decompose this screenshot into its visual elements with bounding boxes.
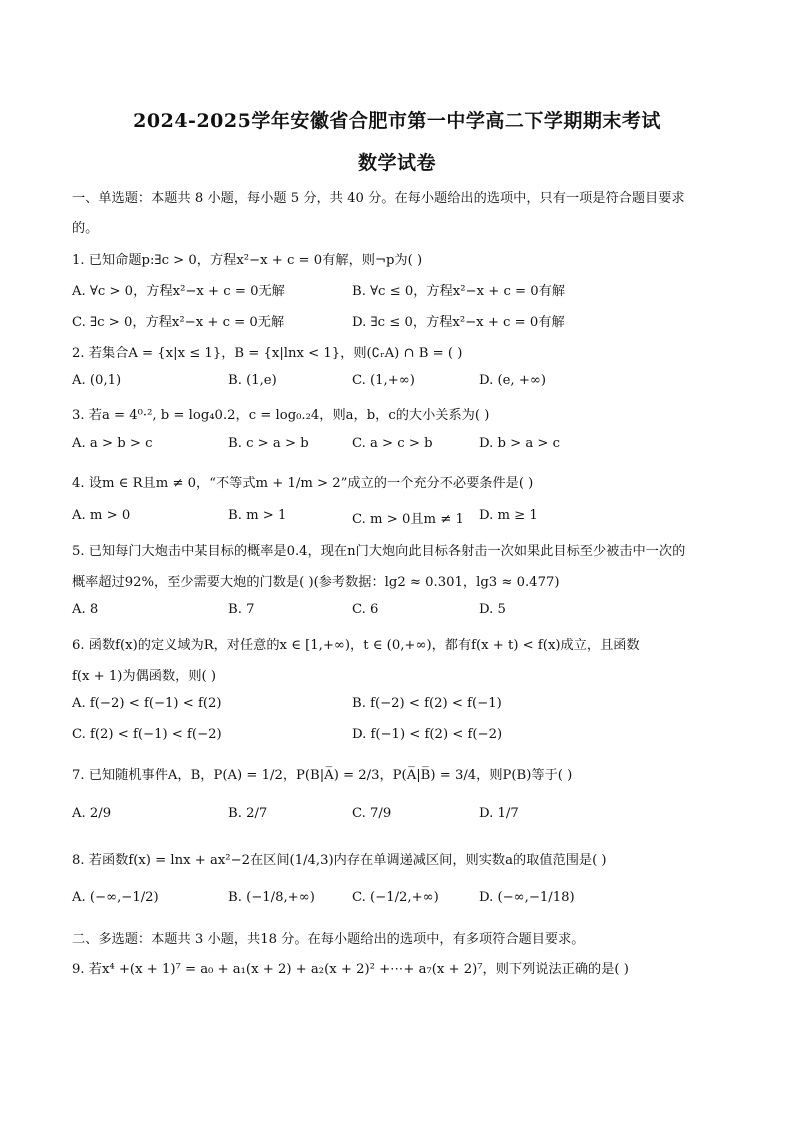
q6-option-b: B. f(−2) < f(2) < f(−1)	[352, 696, 502, 711]
question-1-stem: 1. 已知命题p:∃c > 0，方程x²−x + c = 0有解，则¬p为( )	[72, 253, 423, 268]
q1-option-a: A. ∀c > 0，方程x²−x + c = 0无解	[72, 284, 285, 299]
question-4-stem: 4. 设m ∈ R且m ≠ 0，“不等式m + 1/m > 2”成立的一个充分不必要条件是( )	[72, 476, 534, 491]
q5-option-a: A. 8	[72, 602, 99, 617]
q7-option-b: B. 2/7	[228, 806, 268, 821]
q2-option-a: A. (0,1)	[72, 373, 122, 388]
q6-option-a: A. f(−2) < f(−1) < f(2)	[72, 696, 222, 711]
exam-subtitle: 数学试卷	[357, 152, 436, 174]
q7-option-a: A. 2/9	[72, 806, 112, 821]
q5-option-c: C. 6	[352, 602, 379, 617]
question-5-stem: 5. 已知每门大炮击中某目标的概率是0.4，现在n门大炮向此目标各射击一次如果此目标至少被击中一次的	[72, 544, 686, 559]
question-3-stem: 3. 若a = 4⁰·², b = log₄0.2，c = log₀.₂4，则a，b，c的大小关系为( )	[72, 408, 490, 423]
q4-option-b: B. m > 1	[228, 508, 287, 523]
q6-option-c: C. f(2) < f(−1) < f(−2)	[72, 727, 222, 742]
question-6-stem-cont: f(x + 1)为偶函数，则( )	[72, 669, 217, 684]
q5-option-b: B. 7	[228, 602, 255, 617]
question-5-stem-cont: 概率超过92%，至少需要大炮的门数是( )(参考数据：lg2 ≈ 0.301，lg3 ≈ 0.477)	[72, 575, 560, 590]
question-6-stem: 6. 函数f(x)的定义域为R，对任意的x ∈ [1,+∞)，t ∈ (0,+∞)，都有f(x + t) < f(x)成立，且函数	[72, 638, 640, 653]
question-8-stem: 8. 若函数f(x) = lnx + ax²−2在区间(1/4,3)内存在单调递减区间，则实数a的取值范围是( )	[72, 853, 607, 868]
question-9-stem: 9. 若x⁴ +(x + 1)⁷ = a₀ + a₁(x + 2) + a₂(x + 2)² +⋯+ a₇(x + 2)⁷，则下列说法正确的是( )	[72, 962, 629, 977]
q2-option-c: C. (1,+∞)	[352, 373, 415, 388]
exam-title: 2024-2025学年安徽省合肥市第一中学高二下学期期末考试	[133, 110, 661, 132]
q1-option-b: B. ∀c ≤ 0，方程x²−x + c = 0有解	[352, 284, 566, 299]
q4-option-d: D. m ≥ 1	[479, 508, 538, 523]
q8-option-b: B. (−1/8,+∞)	[228, 890, 315, 905]
q2-option-b: B. (1,e)	[228, 373, 277, 388]
q5-option-d: D. 5	[479, 602, 506, 617]
q3-option-c: C. a > c > b	[352, 436, 433, 451]
q3-option-a: A. a > b > c	[72, 436, 153, 451]
section1-heading-cont: 的。	[72, 221, 99, 236]
q4-option-a: A. m > 0	[72, 508, 131, 523]
question-2-stem: 2. 若集合A = {x|x ≤ 1}，B = {x|lnx < 1}，则(∁ᵣA) ∩ B = ( )	[72, 346, 463, 361]
question-7-stem: 7. 已知随机事件A，B，P(A) = 1/2，P(B|A̅) = 2/3，P(A̅|B̅) = 3/4，则P(B)等于( )	[72, 768, 573, 783]
section2-heading: 二、多选题：本题共 3 小题，共18 分。在每小题给出的选项中，有多项符合题目要求。	[72, 932, 585, 947]
q1-option-c: C. ∃c > 0，方程x²−x + c = 0无解	[72, 315, 285, 330]
q8-option-a: A. (−∞,−1/2)	[72, 890, 159, 905]
q8-option-c: C. (−1/2,+∞)	[352, 890, 439, 905]
q1-option-d: D. ∃c ≤ 0，方程x²−x + c = 0有解	[352, 315, 565, 330]
q3-option-b: B. c > a > b	[228, 436, 309, 451]
q6-option-d: D. f(−1) < f(2) < f(−2)	[352, 727, 503, 742]
q3-option-d: D. b > a > c	[479, 436, 561, 451]
q8-option-d: D. (−∞,−1/18)	[479, 890, 575, 905]
q7-option-c: C. 7/9	[352, 806, 392, 821]
q7-option-d: D. 1/7	[479, 806, 519, 821]
q2-option-d: D. (e, +∞)	[479, 373, 546, 388]
section1-heading: 一、单选题：本题共 8 小题，每小题 5 分，共 40 分。在每小题给出的选项中，只有一项是符合题目要求	[72, 191, 685, 206]
q4-option-c: C. m > 0且m ≠ 1	[352, 512, 464, 527]
